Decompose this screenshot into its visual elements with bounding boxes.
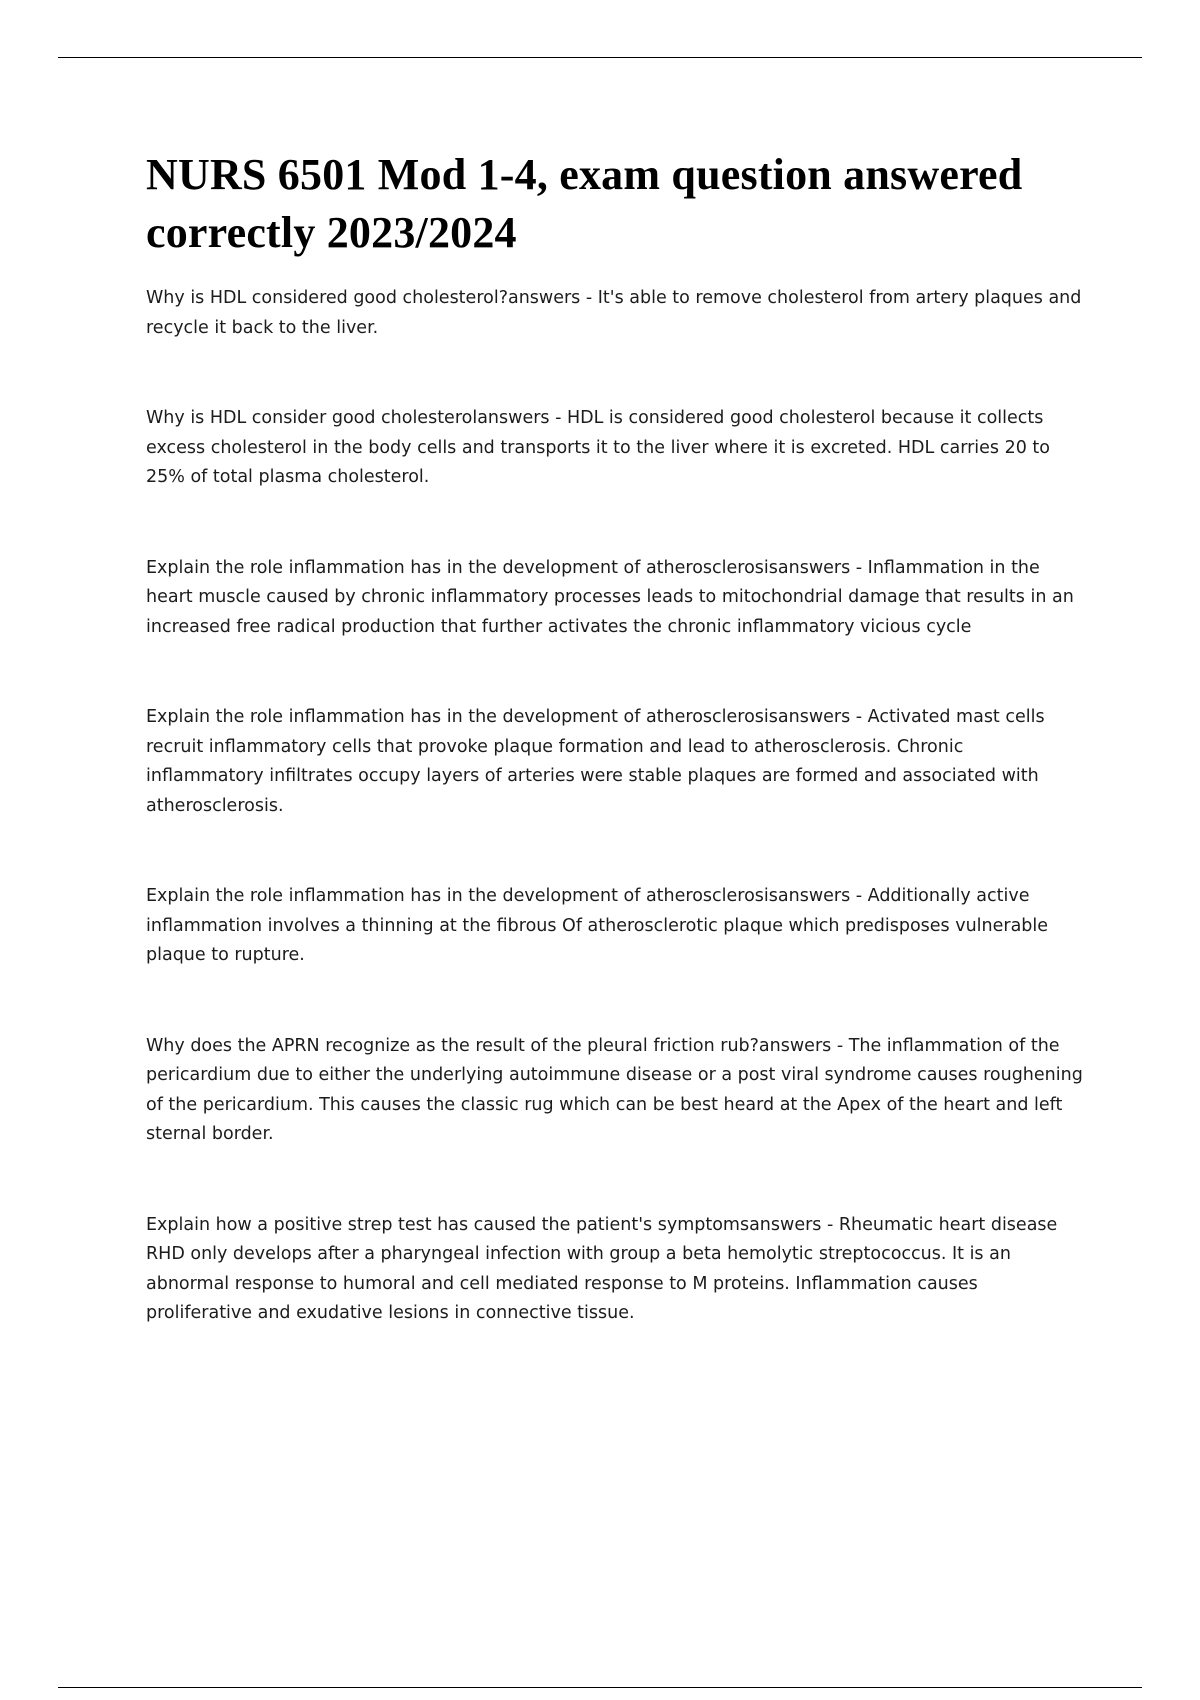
top-divider xyxy=(58,57,1142,58)
bottom-divider xyxy=(58,1687,1142,1688)
qa-entry-2: Why is HDL consider good cholesterolanswers - HDL is considered good cholesterol because it collects excess cholesterol in the body cells and transports it to the liver where it is excreted. HDL carries 20 to 25% of total plasma cholesterol. xyxy=(146,408,1050,487)
qa-entry-4: Explain the role inflammation has in the development of atherosclerosisanswers - Activated mast cells recruit inflammatory cells that provoke plaque formation and lead to atherosclerosis. Chronic inflammatory infiltrates occupy layers of arteries were stable plaques are formed and associated with atherosclerosis. xyxy=(146,707,1045,816)
document-body xyxy=(146,146,1086,1390)
qa-entry-5: Explain the role inflammation has in the development of atherosclerosisanswers - Additionally active inflammation involves a thinning at the fibrous Of atherosclerotic plaque which predisposes vulnerable plaque to rupture. xyxy=(146,886,1049,965)
qa-entry-1: Why is HDL considered good cholesterol?answers - It's able to remove cholesterol from artery plaques and recycle it back to the liver. xyxy=(146,288,1082,338)
qa-entry-6: Why does the APRN recognize as the result of the pleural friction rub?answers - The inflammation of the pericardium due to either the underlying autoimmune disease or a post viral syndrome causes roughening of the pericardium. This causes the classic rug which can be best heard at the Apex of the heart and left sternal border. xyxy=(146,1035,1083,1144)
document-title: NURS 6501 Mod 1-4, exam question answered correctly 2023/2024 xyxy=(146,150,1023,257)
qa-entry-3: Explain the role inflammation has in the development of atherosclerosisanswers - Inflammation in the heart muscle caused by chronic inflammatory processes leads to mitochondrial damage that results in an increased free radical production that further activates the chronic inflammatory vicious cycle xyxy=(146,557,1074,637)
qa-entry-7: Explain how a positive strep test has caused the patient's symptomsanswers - Rheumatic heart disease RHD only develops after a pharyngeal infection with group a beta hemolytic streptococcus. It is an abnormal response to humoral and cell mediated response to M proteins. Inflammation causes proliferative and exudative lesions in connective tissue. xyxy=(146,1214,1058,1323)
